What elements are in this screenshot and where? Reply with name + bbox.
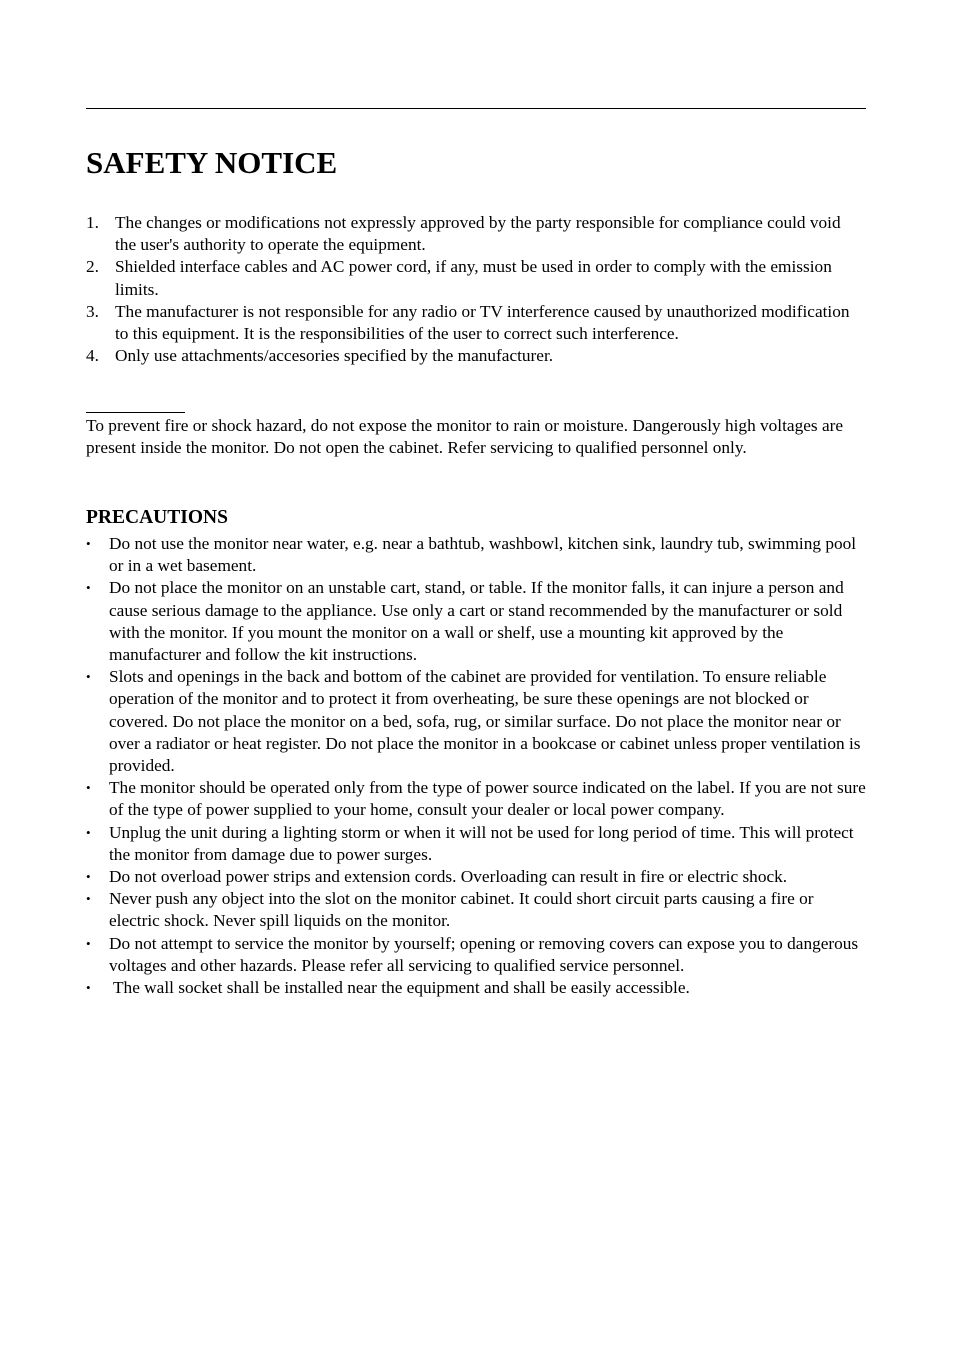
notice-number: 4. [86, 346, 99, 366]
bullet-icon: • [86, 580, 91, 596]
notice-number: 2. [86, 257, 99, 277]
precaution-text: Slots and openings in the back and bottom of the cabinet are provided for ventilation. To ensure reliable operation of the monitor and to protect it from overheating, be sure these openings are not blocked or covered. Do not place the monitor on a bed, sofa, rug, or similar surface. Do not place the monitor near or over a radiator or heat register. Do not place the monitor in a bookcase or cabinet unless proper ventilation is provided. [109, 667, 861, 776]
notice-item [86, 301, 866, 345]
notice-item [86, 256, 866, 300]
notice-list [86, 212, 866, 367]
notice-text: The manufacturer is not responsible for any radio or TV interference caused by unauthorized modification to this equipment. It is the responsibilities of the user to correct such interference. [115, 301, 850, 344]
precaution-item [86, 977, 866, 999]
precaution-item [86, 533, 866, 577]
precaution-item [86, 666, 866, 777]
precaution-text: The monitor should be operated only from the type of power source indicated on the label. If you are not sure of the type of power supplied to your home, consult your dealer or local power company. [109, 778, 866, 820]
notice-number: 1. [86, 213, 99, 232]
bullet-icon: • [86, 824, 91, 840]
precaution-item [86, 866, 866, 888]
notice-text: Shielded interface cables and AC power cord, if any, must be used in order to comply with the emission limits. [115, 257, 832, 299]
notice-text: The changes or modifications not expressly approved by the party responsible for compliance could void the user's authority to operate the equipment. [115, 213, 841, 255]
precaution-text: Do not place the monitor on an unstable cart, stand, or table. If the monitor falls, it can injure a person and cause serious damage to the appliance. Use only a cart or stand recommended by the manufacturer or sold with the monitor. If you mount the monitor on a wall or shelf, use a mounting kit approved by the manufacturer and follow the kit instructions. [109, 578, 844, 665]
bullet-icon: • [86, 780, 91, 796]
precaution-text: The wall socket shall be installed near the equipment and shall be easily accessible. [113, 978, 690, 998]
precaution-item [86, 822, 866, 866]
precaution-text: Do not overload power strips and extension cords. Overloading can result in fire or electric shock. [109, 867, 788, 887]
bullet-icon: • [86, 980, 91, 996]
notice-item [86, 212, 866, 256]
notice-number: 3. [86, 301, 99, 321]
bullet-icon: • [86, 669, 91, 685]
bullet-icon: • [86, 935, 91, 951]
precaution-item [86, 888, 866, 932]
notice-item [86, 345, 866, 367]
top-horizontal-rule [86, 108, 866, 109]
precaution-text: Unplug the unit during a lighting storm or when it will not be used for long period of time. This will protect the monitor from damage due to power surges. [109, 822, 854, 864]
precaution-text: Never push any object into the slot on the monitor cabinet. It could short circuit parts causing a fire or electric shock. Never spill liquids on the monitor. [109, 889, 814, 931]
precaution-item [86, 933, 866, 977]
bullet-icon: • [86, 536, 91, 551]
bullet-icon: • [86, 891, 91, 907]
precautions-heading: PRECAUTIONS [86, 507, 228, 528]
precaution-item [86, 577, 866, 666]
page-title: SAFETY NOTICE [86, 145, 338, 180]
precautions-list [86, 533, 866, 999]
precaution-text: Do not use the monitor near water, e.g. near a bathtub, washbowl, kitchen sink, laundry tub, swimming pool or in a wet basement. [109, 534, 857, 576]
warning-paragraph: To prevent fire or shock hazard, do not expose the monitor to rain or moisture. Dangerously high voltages are present inside the monitor. Do not open the cabinet. Refer servicing to qualified personnel only. [86, 416, 844, 458]
bullet-icon: • [86, 869, 91, 885]
precaution-text: Do not attempt to service the monitor by yourself; opening or removing covers can expose you to dangerous voltages and other hazards. Please refer all servicing to qualified service personnel. [109, 933, 859, 975]
warning-underline [86, 412, 185, 413]
precaution-item [86, 777, 866, 821]
notice-text: Only use attachments/accesories specified by the manufacturer. [115, 346, 554, 366]
